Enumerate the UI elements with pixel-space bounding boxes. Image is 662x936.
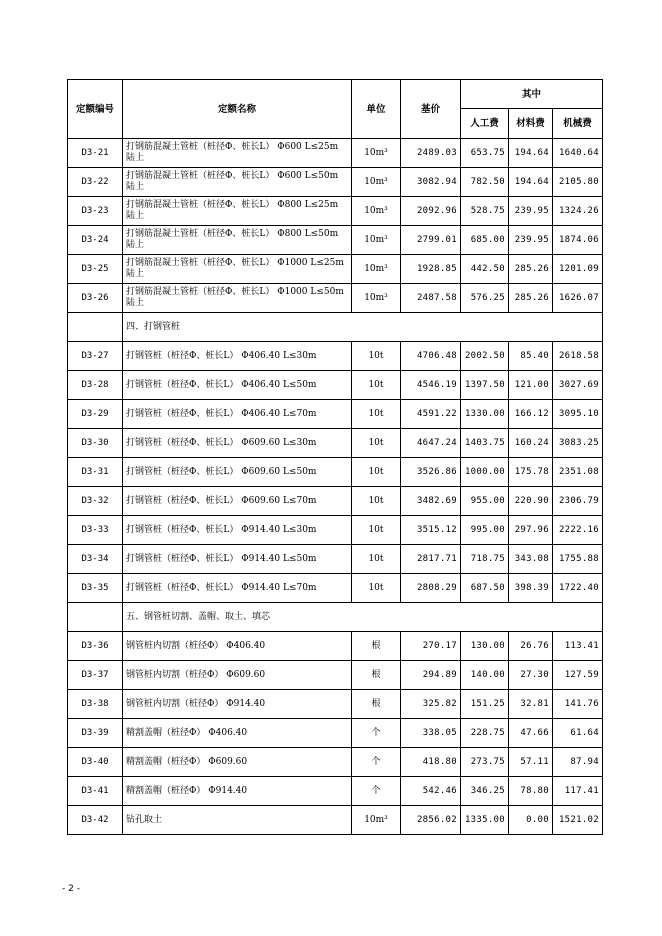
quota-unit: 个 [352,777,401,806]
quota-name: 打钢管桩（桩径Φ、桩长L） Φ914.40 L≤70m [123,574,352,603]
quota-name: 打钢管桩（桩径Φ、桩长L） Φ914.40 L≤50m [123,545,352,574]
quota-material: 32.81 [509,690,553,719]
quota-unit: 10m³ [352,226,401,255]
quota-name: 精割盖帽（桩径Φ） Φ914.40 [123,777,352,806]
quota-material: 194.64 [509,168,553,197]
quota-unit: 10t [352,429,401,458]
quota-labor: 228.75 [461,719,509,748]
quota-unit: 10m³ [352,139,401,168]
table-row [68,777,603,806]
table-row [68,516,603,545]
quota-machine: 117.41 [553,777,603,806]
quota-labor: 782.50 [461,168,509,197]
quota-code: D3-31 [68,458,123,487]
quota-machine: 1201.09 [553,255,603,284]
header-machine: 机械费 [553,109,603,139]
quota-labor: 995.00 [461,516,509,545]
quota-labor: 2002.50 [461,342,509,371]
quota-name: 打钢筋混凝土管桩（桩径Φ、桩长L） Φ800 L≤25m 陆上 [123,197,352,226]
quota-machine: 1626.07 [553,284,603,313]
quota-code: D3-25 [68,255,123,284]
quota-labor: 1397.50 [461,371,509,400]
quota-machine: 3027.69 [553,371,603,400]
table-row [68,255,603,284]
quota-name: 打钢筋混凝土管桩（桩径Φ、桩长L） Φ600 L≤50m 陆上 [123,168,352,197]
quota-name: 打钢管桩（桩径Φ、桩长L） Φ609.60 L≤70m [123,487,352,516]
table-row [68,690,603,719]
quota-unit: 10t [352,371,401,400]
quota-name: 打钢管桩（桩径Φ、桩长L） Φ406.40 L≤50m [123,371,352,400]
quota-machine: 2222.16 [553,516,603,545]
header-of-which: 其中 [461,80,603,109]
table-row [68,806,603,835]
quota-unit: 个 [352,748,401,777]
quota-labor: 1335.00 [461,806,509,835]
quota-unit: 10m³ [352,284,401,313]
quota-unit: 根 [352,690,401,719]
table-row [68,661,603,690]
quota-code: D3-30 [68,429,123,458]
table-row [68,226,603,255]
quota-name: 精割盖帽（桩径Φ） Φ406.40 [123,719,352,748]
quota-material: 285.26 [509,255,553,284]
quota-material: 85.40 [509,342,553,371]
quota-code: D3-21 [68,139,123,168]
quota-machine: 2105.80 [553,168,603,197]
quota-base-price: 3482.69 [401,487,461,516]
quota-unit: 个 [352,719,401,748]
quota-unit: 10m³ [352,255,401,284]
quota-material: 27.30 [509,661,553,690]
quota-labor: 442.50 [461,255,509,284]
quota-labor: 140.00 [461,661,509,690]
quota-code: D3-26 [68,284,123,313]
quota-material: 166.12 [509,400,553,429]
table-row [68,139,603,168]
quota-unit: 10m³ [352,806,401,835]
quota-name: 钢管桩内切割（桩径Φ） Φ406.40 [123,632,352,661]
quota-machine: 127.59 [553,661,603,690]
quota-labor: 718.75 [461,545,509,574]
quota-code: D3-34 [68,545,123,574]
quota-base-price: 2799.01 [401,226,461,255]
quota-code: D3-40 [68,748,123,777]
quota-unit: 10t [352,516,401,545]
table-row [68,487,603,516]
quota-material: 57.11 [509,748,553,777]
quota-labor: 955.00 [461,487,509,516]
quota-base-price: 2856.02 [401,806,461,835]
quota-machine: 61.64 [553,719,603,748]
header-unit: 单位 [352,80,401,139]
quota-material: 239.95 [509,226,553,255]
header-name: 定额名称 [123,80,352,139]
quota-unit: 10t [352,574,401,603]
quota-labor: 1330.00 [461,400,509,429]
section-row [68,313,603,342]
quota-code: D3-33 [68,516,123,545]
quota-machine: 1640.64 [553,139,603,168]
quota-base-price: 2489.03 [401,139,461,168]
quota-name: 钢管桩内切割（桩径Φ） Φ914.40 [123,690,352,719]
quota-machine: 2306.79 [553,487,603,516]
quota-name: 打钢筋混凝土管桩（桩径Φ、桩长L） Φ1000 L≤50m 陆上 [123,284,352,313]
quota-material: 26.76 [509,632,553,661]
table-row [68,458,603,487]
table-row [68,400,603,429]
quota-machine: 141.76 [553,690,603,719]
quota-unit: 10m³ [352,168,401,197]
quota-material: 297.96 [509,516,553,545]
quota-material: 0.00 [509,806,553,835]
quota-labor: 528.75 [461,197,509,226]
quota-base-price: 294.89 [401,661,461,690]
quota-material: 398.39 [509,574,553,603]
table-row [68,429,603,458]
quota-code: D3-39 [68,719,123,748]
quota-base-price: 3082.94 [401,168,461,197]
quota-code: D3-35 [68,574,123,603]
quota-labor: 273.75 [461,748,509,777]
quota-base-price: 3526.86 [401,458,461,487]
quota-labor: 151.25 [461,690,509,719]
quota-code: D3-42 [68,806,123,835]
quota-labor: 1000.00 [461,458,509,487]
quota-material: 160.24 [509,429,553,458]
quota-unit: 10t [352,342,401,371]
quota-code: D3-37 [68,661,123,690]
table-row [68,197,603,226]
quota-base-price: 2817.71 [401,545,461,574]
header-base-price: 基价 [401,80,461,139]
quota-base-price: 270.17 [401,632,461,661]
quota-base-price: 2487.58 [401,284,461,313]
quota-material: 121.00 [509,371,553,400]
section-empty-cell [68,603,123,632]
quota-name: 打钢管桩（桩径Φ、桩长L） Φ609.60 L≤50m [123,458,352,487]
quota-material: 239.95 [509,197,553,226]
quota-unit: 根 [352,661,401,690]
quota-name: 打钢筋混凝土管桩（桩径Φ、桩长L） Φ600 L≤25m 陆上 [123,139,352,168]
quota-base-price: 325.82 [401,690,461,719]
table-row [68,748,603,777]
quota-base-price: 418.80 [401,748,461,777]
table-row [68,545,603,574]
quota-machine: 1521.02 [553,806,603,835]
section-title: 五、钢管桩切割、盖帽、取土、填芯 [123,603,603,632]
header-material: 材料费 [509,109,553,139]
quota-name: 打钢管桩（桩径Φ、桩长L） Φ609.60 L≤30m [123,429,352,458]
quota-base-price: 3515.12 [401,516,461,545]
quota-machine: 87.94 [553,748,603,777]
table-row [68,719,603,748]
header-labor: 人工费 [461,109,509,139]
quota-code: D3-41 [68,777,123,806]
quota-name: 精割盖帽（桩径Φ） Φ609.60 [123,748,352,777]
quota-base-price: 4546.19 [401,371,461,400]
quota-code: D3-27 [68,342,123,371]
quota-base-price: 2808.29 [401,574,461,603]
quota-labor: 346.25 [461,777,509,806]
quota-name: 钢管桩内切割（桩径Φ） Φ609.60 [123,661,352,690]
quota-labor: 130.00 [461,632,509,661]
quota-base-price: 1928.85 [401,255,461,284]
table-row [68,284,603,313]
quota-material: 175.78 [509,458,553,487]
table-row [68,371,603,400]
table-body [68,139,603,835]
quota-table [67,79,603,835]
quota-base-price: 542.46 [401,777,461,806]
quota-machine: 113.41 [553,632,603,661]
quota-unit: 10t [352,487,401,516]
quota-unit: 10t [352,458,401,487]
quota-labor: 687.50 [461,574,509,603]
quota-labor: 653.75 [461,139,509,168]
quota-code: D3-22 [68,168,123,197]
quota-code: D3-32 [68,487,123,516]
quota-material: 343.08 [509,545,553,574]
quota-material: 194.64 [509,139,553,168]
quota-labor: 685.00 [461,226,509,255]
quota-name: 钻孔取土 [123,806,352,835]
table-row [68,632,603,661]
quota-code: D3-28 [68,371,123,400]
quota-name: 打钢管桩（桩径Φ、桩长L） Φ406.40 L≤30m [123,342,352,371]
quota-base-price: 2092.96 [401,197,461,226]
quota-code: D3-29 [68,400,123,429]
quota-machine: 1755.88 [553,545,603,574]
quota-base-price: 4591.22 [401,400,461,429]
quota-machine: 3095.10 [553,400,603,429]
quota-name: 打钢管桩（桩径Φ、桩长L） Φ914.40 L≤30m [123,516,352,545]
table-row [68,342,603,371]
quota-base-price: 4647.24 [401,429,461,458]
table-row [68,168,603,197]
quota-machine: 3083.25 [553,429,603,458]
quota-code: D3-38 [68,690,123,719]
quota-material: 78.80 [509,777,553,806]
quota-code: D3-23 [68,197,123,226]
section-title: 四、打钢管桩 [123,313,603,342]
header-code: 定额编号 [68,80,123,139]
quota-name: 打钢筋混凝土管桩（桩径Φ、桩长L） Φ800 L≤50m 陆上 [123,226,352,255]
quota-labor: 1403.75 [461,429,509,458]
quota-material: 47.66 [509,719,553,748]
quota-base-price: 338.05 [401,719,461,748]
quota-unit: 10t [352,545,401,574]
quota-base-price: 4706.48 [401,342,461,371]
table-row [68,574,603,603]
quota-machine: 1324.26 [553,197,603,226]
section-empty-cell [68,313,123,342]
quota-machine: 2618.58 [553,342,603,371]
quota-machine: 1874.06 [553,226,603,255]
quota-material: 285.26 [509,284,553,313]
quota-unit: 根 [352,632,401,661]
quota-code: D3-36 [68,632,123,661]
quota-machine: 1722.40 [553,574,603,603]
quota-unit: 10m³ [352,197,401,226]
quota-name: 打钢管桩（桩径Φ、桩长L） Φ406.40 L≤70m [123,400,352,429]
page-number: - 2 - [62,884,80,894]
section-row [68,603,603,632]
quota-name: 打钢筋混凝土管桩（桩径Φ、桩长L） Φ1000 L≤25m 陆上 [123,255,352,284]
quota-code: D3-24 [68,226,123,255]
quota-material: 220.90 [509,487,553,516]
quota-labor: 576.25 [461,284,509,313]
quota-machine: 2351.08 [553,458,603,487]
quota-unit: 10t [352,400,401,429]
